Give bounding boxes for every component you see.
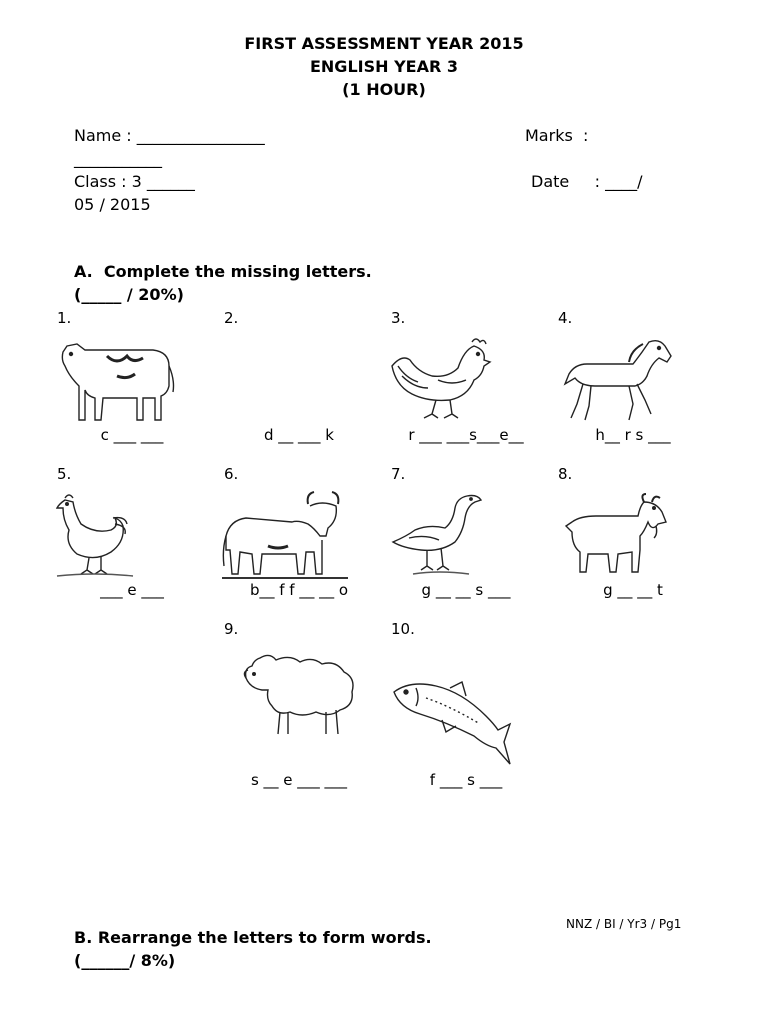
item-number: 10. xyxy=(391,620,415,638)
item-number: 3. xyxy=(391,309,406,327)
item-number: 4. xyxy=(558,309,573,327)
section-a-score: (_____ / 20%) xyxy=(74,285,184,304)
section-b-title: B. Rearrange the letters to form words. xyxy=(74,928,432,947)
item-number: 6. xyxy=(224,465,239,483)
exam-subject: ENGLISH YEAR 3 xyxy=(309,57,458,76)
missing-letters-word: s __ e ___ ___ xyxy=(250,771,348,789)
section-a-title: A. Complete the missing letters. xyxy=(74,262,372,281)
goat-icon xyxy=(560,492,670,578)
missing-letters-word: d __ ___ k xyxy=(263,426,334,444)
item-number: 1. xyxy=(57,309,72,327)
date-field: Date : ____/ xyxy=(531,172,643,191)
item-number: 9. xyxy=(224,620,239,638)
rooster-icon xyxy=(388,336,492,422)
marks-blank: ___________ xyxy=(74,149,162,168)
missing-letters-word: c ___ ___ xyxy=(100,426,164,444)
horse-icon xyxy=(555,334,675,424)
missing-letters-word: b__ f f __ __ o xyxy=(249,581,349,599)
name-field: Name : ________________ xyxy=(74,126,265,145)
page-code: NNZ / BI / Yr3 / Pg1 xyxy=(566,917,682,931)
item-number: 7. xyxy=(391,465,406,483)
exam-duration: (1 HOUR) xyxy=(342,80,426,99)
cow-icon xyxy=(57,336,177,424)
exam-title: FIRST ASSESSMENT YEAR 2015 xyxy=(244,34,524,53)
sheep-icon xyxy=(240,650,360,738)
missing-letters-word: g __ __ t xyxy=(603,581,663,599)
goose-icon xyxy=(389,490,489,580)
buffalo-icon xyxy=(222,490,350,582)
hen-icon xyxy=(55,490,135,580)
item-number: 2. xyxy=(224,309,239,327)
item-number: 8. xyxy=(558,465,573,483)
item-number: 5. xyxy=(57,465,72,483)
missing-letters-word: g __ __ s ___ xyxy=(421,581,511,599)
fish-icon xyxy=(390,676,514,768)
section-b-score: (______/ 8%) xyxy=(74,951,176,970)
class-field: Class : 3 ______ xyxy=(74,172,195,191)
missing-letters-word: r ___ ___s___e__ xyxy=(408,426,524,444)
missing-letters-word: ___ e ___ xyxy=(100,581,164,599)
missing-letters-word: f ___ s ___ xyxy=(429,771,503,789)
date-continued: 05 / 2015 xyxy=(74,195,151,214)
marks-label: Marks : xyxy=(525,126,589,145)
missing-letters-word: h__ r s ___ xyxy=(595,426,671,444)
